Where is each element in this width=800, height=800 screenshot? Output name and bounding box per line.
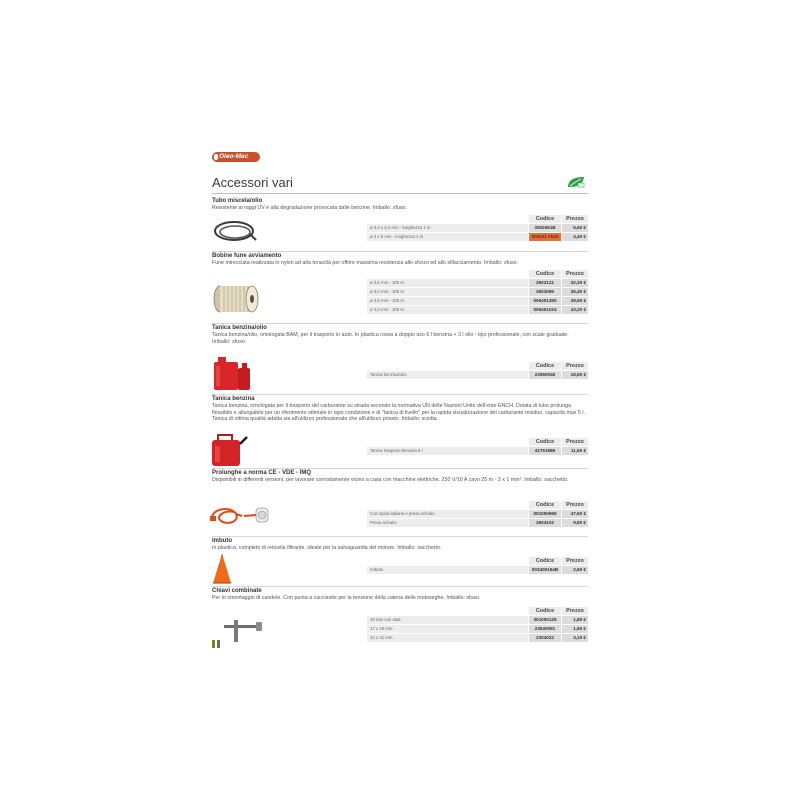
price-header: Prezzo xyxy=(562,270,588,278)
row-price: 11,60 € xyxy=(562,447,588,455)
row-description: ø 3,5 mm - 100 m xyxy=(367,297,528,305)
code-header: Codice xyxy=(529,270,561,278)
table-header xyxy=(367,362,588,370)
table-header xyxy=(367,607,588,615)
section-funnel xyxy=(212,538,588,586)
row-price: 1,80 € xyxy=(562,616,588,624)
row-description: Con spina italiana e presa schuko xyxy=(367,510,528,518)
row-price: 9,80 € xyxy=(562,519,588,527)
table-row xyxy=(367,279,588,287)
table-row xyxy=(367,288,588,296)
section-divider xyxy=(212,323,588,324)
section-title: Prolunghe a norma CE - VDE - IMQ xyxy=(212,470,312,476)
product-table xyxy=(367,438,588,455)
product-table xyxy=(367,607,588,642)
row-description: Tanica trasporto benzina 5 l xyxy=(367,447,528,455)
table-row xyxy=(367,616,588,624)
fuel-can-icon xyxy=(210,432,250,468)
price-header: Prezzo xyxy=(562,607,588,615)
section-title: Tanica benzina/olio xyxy=(212,325,267,331)
row-price: 32,30 € xyxy=(562,279,588,287)
table-row xyxy=(367,625,588,633)
price-header: Prezzo xyxy=(562,501,588,509)
rope-spool-icon xyxy=(212,283,262,315)
row-code: 003400154B xyxy=(529,566,561,574)
row-description: Presa Schuko xyxy=(367,519,528,527)
price-header: Prezzo xyxy=(562,215,588,223)
row-price: 18,50 € xyxy=(562,371,588,379)
section-title: Imbuto xyxy=(212,538,232,544)
table-header xyxy=(367,557,588,565)
row-description: 19 mm con asta xyxy=(367,616,528,624)
row-code: 301000129 xyxy=(529,616,561,624)
table-row xyxy=(367,510,588,518)
row-price: 47,60 € xyxy=(562,510,588,518)
section-description: Resistente ai raggi UV e alla degradazione provocata dalle benzine. Imballo: sfuso. xyxy=(212,205,407,211)
section-description: Tanica benzina, omologata per il trasporto del carburante su strada secondo la normativa UN delle Nazioni Unite dell'ente ENCH. Dotata di tubo prolunga flessibile e allungabile per un riferimento ottimale in ogni condizione e di "tanica di livello" per la rapida visualizzazione del carburante residuo, capacità max 5 l. Tanica di ottima qualità adatta sia all'utilizzo professionale che all'utilizzo privato. Imballo: sciolta. xyxy=(212,403,585,423)
row-code: 3502661B xyxy=(529,224,561,232)
code-header: Codice xyxy=(529,438,561,446)
row-price: 5,60 € xyxy=(562,224,588,232)
price-header: Prezzo xyxy=(562,557,588,565)
brand-logo xyxy=(212,152,260,162)
row-description: ø 3,0 mm - 100 m xyxy=(367,288,528,296)
section-description: Disponibili in differenti versioni, per lavorare comodamente vicino a casa con macchine elettriche. 250 V/10 A cavo 25 m - 3 x 1 mm². Imballo: sacchetto. xyxy=(212,477,569,483)
code-header: Codice xyxy=(529,362,561,370)
table-row xyxy=(367,233,588,241)
code-header: Codice xyxy=(529,215,561,223)
row-code-highlighted: 005101 0530 xyxy=(529,233,561,241)
row-description: 14 x 21 mm xyxy=(367,634,528,642)
table-row xyxy=(367,224,588,232)
row-code: 3503095 xyxy=(529,288,561,296)
table-row xyxy=(367,519,588,527)
code-header: Codice xyxy=(529,607,561,615)
funnel-icon xyxy=(210,553,234,585)
brand-name: Oleo-Mac xyxy=(219,153,249,160)
table-row xyxy=(367,566,588,574)
section-divider xyxy=(212,468,588,469)
combination-wrench-icon xyxy=(210,616,266,650)
product-table xyxy=(367,501,588,527)
section-divider xyxy=(212,536,588,537)
section-combination-wrench xyxy=(212,588,588,650)
row-description: ø 2,5 mm - 100 m xyxy=(367,279,528,287)
row-description: ø 3,2 x 6,4 mm - lunghezza 1 m xyxy=(367,224,528,232)
row-price: 3,10 € xyxy=(562,634,588,642)
row-code: 23040091 xyxy=(529,625,561,633)
row-price: 39,90 € xyxy=(562,297,588,305)
table-row xyxy=(367,371,588,379)
section-title: Tubo miscela/olio xyxy=(212,198,263,204)
title-divider xyxy=(212,193,588,194)
row-code: 001000965 xyxy=(529,510,561,518)
table-row xyxy=(367,447,588,455)
section-divider xyxy=(212,394,588,395)
table-header xyxy=(367,501,588,509)
row-code: 006401024 xyxy=(529,306,561,314)
row-description: Tanica benzina/olio xyxy=(367,371,528,379)
row-description: ø 4,0 mm - 100 m xyxy=(367,306,528,314)
page-title: Accessori vari xyxy=(212,175,293,190)
section-starter-rope xyxy=(212,253,588,323)
product-table xyxy=(367,557,588,574)
section-description: Tanica benzina/olio, omologata BAM, per il trasporto in auto. In plastica rossa a doppio uso 6 l benzina + 3 l olio - tipo professionale, con scale graduate. Imballo: sfuso. xyxy=(212,332,569,345)
section-fuel-oil-can xyxy=(212,325,588,393)
product-table xyxy=(367,362,588,379)
row-code: 2304022 xyxy=(529,634,561,642)
fuel-oil-can-icon xyxy=(212,354,252,392)
table-row xyxy=(367,297,588,305)
section-title: Chiavi combinate xyxy=(212,588,262,594)
row-code: 41751986 xyxy=(529,447,561,455)
row-code: 006401350 xyxy=(529,297,561,305)
section-divider xyxy=(212,251,588,252)
section-fuel-hose xyxy=(212,198,588,248)
extension-cord-icon xyxy=(208,500,272,530)
row-code: 3504102 xyxy=(529,519,561,527)
section-divider xyxy=(212,586,588,587)
section-description: In plastica, completo di reticella filtrante, ideale per la salvaguardia del motore. Imballo: sacchetto. xyxy=(212,545,442,551)
row-code: 2503121 xyxy=(529,279,561,287)
section-description: Fune intrecciata realizzata in nylon ad alta tenacità per offrire massima resistenza allo sforzo ed allo sfilacciamento. Imballo: sfuso. xyxy=(212,260,519,266)
row-price: 4,40 € xyxy=(562,233,588,241)
product-table xyxy=(367,215,588,241)
table-header xyxy=(367,270,588,278)
section-description: Per lo smontaggio di candele. Con punta a cacciavite per la tensione della catena delle motoseghe. Imballo: sfuso. xyxy=(212,595,481,601)
table-header xyxy=(367,438,588,446)
code-header: Codice xyxy=(529,557,561,565)
row-price: 2,60 € xyxy=(562,566,588,574)
code-header: Codice xyxy=(529,501,561,509)
row-description: ø 3 x 5 mm - lunghezza 1 m xyxy=(367,233,528,241)
row-description: 17 x 19 mm xyxy=(367,625,528,633)
price-header: Prezzo xyxy=(562,438,588,446)
table-row xyxy=(367,634,588,642)
table-row xyxy=(367,306,588,314)
row-code: 22550046 xyxy=(529,371,561,379)
price-header: Prezzo xyxy=(562,362,588,370)
row-price: 43,20 € xyxy=(562,306,588,314)
eco-leaf-icon xyxy=(566,175,586,189)
section-title: Tanica benzina xyxy=(212,396,255,402)
row-price: 36,40 € xyxy=(562,288,588,296)
row-price: 1,80 € xyxy=(562,625,588,633)
table-header xyxy=(367,215,588,223)
product-table xyxy=(367,270,588,314)
fuel-hose-icon xyxy=(212,216,258,246)
section-title: Bobine fune avviamento xyxy=(212,253,282,259)
row-description: Imbuto xyxy=(367,566,528,574)
section-fuel-can xyxy=(212,396,588,468)
